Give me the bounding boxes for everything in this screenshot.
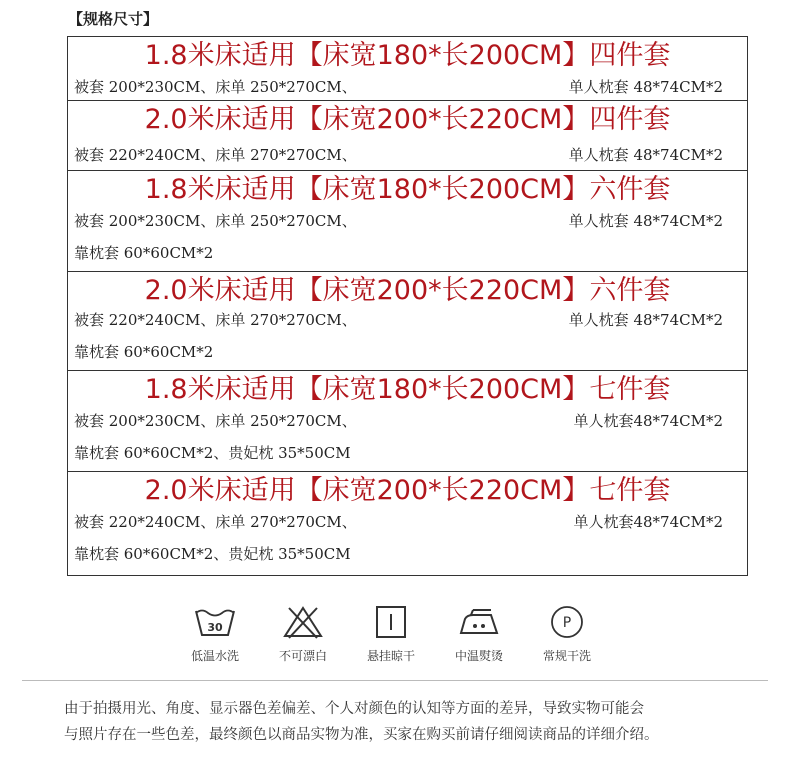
spec-detail: 被套 200*230CM、床单 250*270CM、 [74,78,357,96]
spec-detail-extra: 靠枕套 60*60CM*2 [74,343,214,361]
care-item [439,605,519,664]
care-item [527,605,607,664]
care-label: 低温水洗 [190,649,239,663]
spec-title: 1.8米床适用【床宽180*长200CM】六件套 [144,174,671,205]
dry-clean-letter: P [562,615,572,631]
spec-title: 1.8米床适用【床宽180*长200CM】四件套 [144,40,671,71]
spec-detail: 被套 200*230CM、床单 250*270CM、 [74,412,357,430]
spec-detail: 被套 220*240CM、床单 270*270CM、 [74,146,357,164]
iron-medium-icon [457,605,501,639]
no-bleach-icon [281,605,325,639]
spec-detail: 被套 200*230CM、床单 250*270CM、 [74,212,357,230]
section-title: 【规格尺寸】 [68,10,159,28]
spec-detail-extra: 靠枕套 60*60CM*2、贵妃枕 35*50CM [74,545,351,563]
spec-table [67,36,748,576]
dry-clean-p-icon [545,605,589,639]
care-label: 常规干洗 [542,649,591,663]
spec-title: 2.0米床适用【床宽200*长220CM】七件套 [144,475,671,506]
spec-title: 2.0米床适用【床宽200*长220CM】六件套 [144,275,671,306]
divider [22,680,768,681]
spec-detail: 被套 220*240CM、床单 270*270CM、 [74,311,357,329]
spec-pillow: 单人枕套 48*74CM*2 [568,78,723,96]
spec-pillow: 单人枕套48*74CM*2 [573,513,723,531]
care-item [351,605,431,664]
spec-pillow: 单人枕套 48*74CM*2 [568,146,723,164]
care-label: 中温熨烫 [454,649,503,663]
disclaimer [64,696,764,748]
care-label: 悬挂晾干 [366,649,415,663]
care-label: 不可漂白 [278,649,327,663]
spec-pillow: 单人枕套 48*74CM*2 [568,311,723,329]
spec-row [68,171,747,272]
spec-pillow: 单人枕套48*74CM*2 [573,412,723,430]
hang-dry-icon [369,605,413,639]
spec-row [68,272,747,371]
spec-detail: 被套 220*240CM、床单 270*270CM、 [74,513,357,531]
spec-pillow: 单人枕套 48*74CM*2 [568,212,723,230]
spec-row [68,101,747,171]
spec-title: 1.8米床适用【床宽180*长200CM】七件套 [144,374,671,405]
spec-row [68,472,747,575]
spec-detail-extra: 靠枕套 60*60CM*2 [74,244,214,262]
disclaimer-line-1: 由于拍摄用光、角度、显示器色差偏差、个人对颜色的认知等方面的差异，导致实物可能会 [64,701,644,717]
wash-temp: 30 [207,621,223,634]
care-item [263,605,343,664]
wash-30-icon [193,605,237,639]
spec-row [68,37,747,101]
care-icons [175,605,615,675]
spec-title: 2.0米床适用【床宽200*长220CM】四件套 [144,104,671,135]
disclaimer-line-2: 与照片存在一些色差，最终颜色以商品实物为准，买家在购买前请仔细阅读商品的详细介绍。 [64,727,659,743]
care-item [175,605,255,664]
spec-row [68,371,747,472]
spec-detail-extra: 靠枕套 60*60CM*2、贵妃枕 35*50CM [74,444,351,462]
